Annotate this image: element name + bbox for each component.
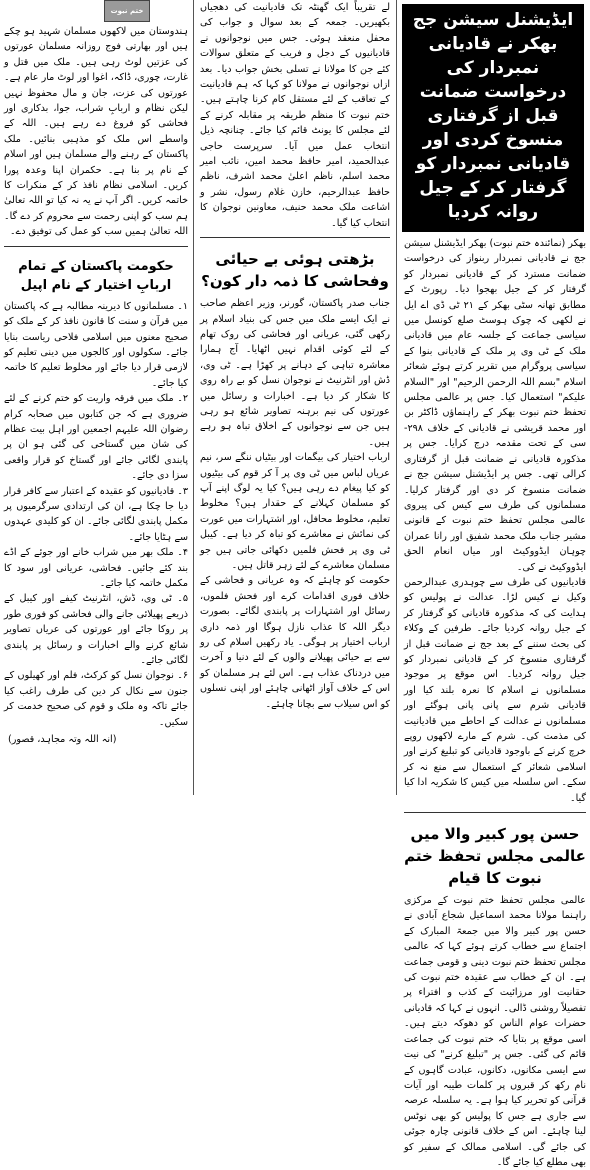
section-headline: حسن پور کبیر والا میں عالمی مجلس تحفظ ختم نبوت کا قیام [404,825,586,888]
article-paragraph: ۳۔ قادیانیوں کو عقیدہ کے اعتبار سے کافر قرار دیا جا چکا ہے، ان کی ارتدادی سرگرمیوں پر مکمل پابندی لگائی جائے۔ ان کو کلیدی عہدوں سے ہٹایا جائے۔ [4,485,188,543]
article-paragraph: جناب صدر پاکستان، گورنر، وزیر اعظم صاحب نے ایک ایسے ملک میں جس کی بنیاد اسلام پر رکھی گئی، عریانی اور فحاشی کی روک تھام کے لئے کوئی اقدام نہیں اٹھایا۔ آج ہمارا معاشرہ تباہی کے دہانے پر کھڑا ہے۔ ٹی وی، ڈش اور انٹرنیٹ نے نوجوان نسل کو بے راہ روی کا شکار کر دیا ہے۔ اخبارات و رسائل میں عورتوں کی نیم برہنہ تصاویر شائع ہو رہی ہیں جن سے نوجوانوں کے اخلاق تباہ ہو رہے ہیں۔ [200,298,390,448]
article-paragraph: حکومت کو چاہئے کہ وہ عریانی و فحاشی کے خلاف فوری اقدامات کرے اور فحش فلموں، رسائل اور اشتہارات پر پابندی لگائے۔ بصورت دیگر اللہ کا عذاب نازل ہوگا اور ذمہ داری ارباب اختیار پر ہوگی۔ یاد رکھیں اسلام کی رو سے بے حیائی پھیلانے والوں کے لئے دنیا و آخرت میں دردناک عذاب ہے۔ اس لئے ہر مسلمان کو اس کے خلاف آواز اٹھانی چاہئے اور اپنی نسلوں کو اس سیلاب سے بچانا چاہئے۔ [200,575,390,710]
masthead-badge [104,0,150,22]
middle-column [196,0,394,795]
article-paragraph: ۲۔ ملک میں فرقہ واریت کو ختم کرنے کے لئے ضروری ہے کہ جن کتابوں میں صحابہ کرام رضوان اللہ علیہم اجمعین اور اہل بیت عظام کی شان میں گستاخی کی گئی ہو ان پر پابندی لگائی جائے اور گستاخ کو قرار واقعی سزا دی جائے۔ [4,393,188,482]
section-headline: بڑھتی ہوئی بے حیائی وفحاشی کا ذمہ دار کون؟ [201,250,389,291]
left-column [0,24,192,795]
article-byline: (انہ اللہ وتہ مجاہد، قصور) [8,734,117,746]
article-paragraph: ۴۔ ملک بھر میں شراب خانے اور جوئے کے اڈے بند کئے جائیں۔ فحاشی، عریانی اور سود کا مکمل خاتمہ کیا جائے۔ [4,547,188,589]
section-headline: حکومت پاکستان کے تمام اربابِ اختیار کے نام اپیل [18,258,174,293]
right-column [400,0,590,1168]
section-divider [4,246,188,247]
article-paragraph: قادیانیوں کی طرف سے چوہدری عبدالرحمن وکیل نے کیس لڑا۔ عدالت نے پولیس کو ہدایت کی کہ مذکورہ قادیانی کو گرفتار کر کے جیل روانہ کردیا جائے۔ طرفین کے وکلاء کی بحث سننے کے بعد جج نے ضمانت قبل از گرفتاری منسوخ کر کے قادیانی نمبردار کو جیل روانہ کردیا۔ اس موقع پر موجود مسلمانوں نے اسلام کا نعرہ بلند کیا اور قادیانی شرم سے پانی پانی ہوگئے اور مسلمانوں نے عدالت کے احاطے میں قادیانیت کی مذمت کی۔ شرم کے مارے لاکھوں روپے خرچ کرنے کے باوجود قادیانی کو تبلیغ کرنے اور اسلامی شعائر کے استعمال سے منع نہ کر سکے۔ اس سلسلہ میں کیس کا شکریہ ادا کیا گیا۔ [404,576,586,804]
column-divider [396,0,397,795]
article-paragraph: ارباب اختیار کی بیگمات اور بیٹیاں ننگے سر، نیم عریاں لباس میں ٹی وی پر آ کر قوم کی بیٹیوں کو کیا پیغام دے رہی ہیں؟ کیا یہ لوگ اپنے آپ کو مسلمان کہلانے کے حقدار ہیں؟ مخلوط تعلیم، مخلوط محافل، اور اشتہارات میں عورت کی نمائش نے معاشرے کو تباہ کر دیا ہے۔ کیبل ٹی وی پر فحش فلمیں دکھائی جاتی ہیں جو مسلمان معاشرے کے لئے زہر قاتل ہیں۔ [200,452,390,571]
column-divider [193,0,194,795]
article-paragraph: ۶۔ نوجوان نسل کو کرکٹ، فلم اور کھیلوں کے جنون سے نکال کر دین کی طرف راغب کیا جائے تاکہ وہ ملک و قوم کی صحیح خدمت کر سکیں۔ [4,670,188,728]
article-paragraph: ۵۔ ٹی وی، ڈش، انٹرنیٹ کیفے اور کیبل کے ذریعے پھیلائی جانے والی فحاشی کو فوری طور پر روکا جائے اور عورتوں کی عریاں تصاویر شائع کرنے والے اخبارات و رسائل پر پابندی لگائی جائے۔ [4,593,188,667]
section-divider [404,812,586,813]
section-divider [200,237,390,238]
article-paragraph: ہندوستان میں لاکھوں مسلمان شہید ہو چکے ہیں اور بھارتی فوج روزانہ مسلمان عورتوں کی عزتیں لوٹ رہی ہیں۔ ملک میں قتل و غارت، چوری، ڈاکہ، اغوا اور لوٹ مار عام ہے۔ عورتوں کی عزت، جان و مال محفوظ نہیں لیکن نظام و اربابِ شراب، جوا، بدکاری اور فحاشی کو فروغ دے رہے ہیں۔ اللہ کے واسطے اس ملک کو مذہبی بنائیں۔ ملک پاکستان کے رہنے والے مسلمان ہیں اور اسلام کے نام پر بنا ہے۔ حکمران اپنا وعدہ پورا کریں۔ اسلامی نظام نافذ کر کے منکرات کا خاتمہ کریں۔ اگر آپ نے یہ نہ کیا تو اللہ تعالیٰ ہم سب کو اپنی رحمت سے محروم کر دے گا۔ اللہ تعالیٰ ہمیں سب کو عمل کی توفیق دے۔ [4,26,188,238]
article-paragraph: ۱۔ مسلمانوں کا دیرینہ مطالبہ ہے کہ پاکستان میں قرآن و سنت کا قانون نافذ کر کے ملک کو صحیح معنوں میں اسلامی فلاحی ریاست بنایا جائے۔ سکولوں اور کالجوں میں دینی تعلیم کو لازمی قرار دیا جائے اور مخلوط تعلیم کا خاتمہ کیا جائے۔ [4,300,188,389]
article-paragraph: لے تقریباً ایک گھنٹہ تک قادیانیت کی دھجیاں بکھیریں۔ جمعہ کے بعد سوال و جواب کی محفل منعقد ہوئی۔ جس میں نوجوانوں نے قادیانیوں کے دجل و فریب کے متعلق سوالات کئے جن کا مولانا نے تسلی بخش جواب دیا۔ بعد ازاں نوجوانوں نے مولانا کو کہا کہ ہم قادیانیت کے تعاقب کے لئے مستقل کام کرنا چاہتے ہیں۔ ختم نبوت کا منظم طریقہ پر مقابلہ کرنے کے لئے مجلس کا یونٹ قائم کیا جائے۔ چنانچہ ذیل انتخاب عمل میں آیا۔ سرپرست حاجی عبدالحمید، امیر حافظ محمد امین، نائب امیر محمد اسلم، ناظم اعلیٰ محمد اشرف، ناظم حافظ عبدالرحیم، خازن غلام رسول، نشر و اشاعت ملک محمد حنیف، معاونین نوجوان کا انتخاب کیا گیا۔ [200,2,390,229]
badge-label: ختم نبوت [110,7,144,15]
article-paragraph: بھکر (نمائندہ ختم نبوت) بھکر ایڈیشنل سیشن جج نے قادیانی نمبردار ربنواز کی درخواست ضمانت مسترد کر کے قادیانی نمبردار کو گرفتار کر کے جیل بھجوا دیا۔ رپورٹ کے مطابق تھانہ سٹی بھکر کے ۲۱ ٹی ڈی اے ایل نے لکھی کہ چوک ہوسٹ صلع کونسل میں سیاسی جماعت کے جلسہ عام میں قادیانی ملک کے ٹی وی پر ملک کے قادیانی بنوا کے سیاسی پروگرام میں تقریر کرتے ہوئے شعائر اسلام "بسم اللہ الرحمن الرحیم" اور "السلام علیکم" استعمال کیا۔ جس پر عالمی مجلس تحفظ ختم نبوت بھکر کے راہنماؤں ڈاکٹر بن اور محمد قریشی نے قادیانی کے خلاف ۲۹۸-سی کے تحت مقدمہ درج کرایا۔ جس پر مذکورہ قادیانی نے ضمانت قبل از گرفتاری کرالی تھی۔ جس پر ایڈیشنل سیشن جج نے ضمانت منسوخ کر دی اور گرفتار کرلیا۔ مسلمانوں کی طرف سے کیس کی پیروی عالمی مجلس تحفظ ختم نبوت کے قانونی مشیر جناب ملک محمد شفیق اور رانا عمران چوہان ایڈووکیٹ اور میاں انعام الحق ایڈووکیٹ نے کی۔ [404,238,586,573]
article-paragraph: عالمی مجلس تحفظ ختم نبوت کے مرکزی راہنما مولانا محمد اسماعیل شجاع آبادی نے حسن پور کبیر والا میں جمعۃ المبارک کے اجتماع سے خطاب کرتے ہوئے کہا کہ عالمی مجلس تحفظ ختم نبوت دینی و قومی جماعت ہے۔ ان کے خطاب سے عقیدہ ختم نبوت کی حقانیت اور مرزائیت کے کذب و افتراء پر تفصیلاً روشنی ڈالی۔ انہوں نے کہا کہ قادیانی حضرات عوام الناس کو دھوکہ دیتے ہیں۔ اسی موقع پر بتایا کہ ختم نبوت کی جماعت قائم کی گئی۔ جس پر "تبلیغ کرنے" کی نیت سے ایسی مکانوں، دکانوں، عبادت گاہوں کے نام رکھ کر قبروں پر کلمات طیبہ اور آیات قرآنی کو تحریر کیا ہوا ہے۔ یہ سلسلہ عرصہ سے جاری ہے جس کا پولیس کو بھی نوٹس لینا چاہئے۔ اس کے خلاف قانونی چارہ جوئی کی جائے گی۔ اسلامی ممالک کے سفیر کو بھی مطلع کیا جائے گا۔ [404,895,586,1168]
lead-headline: ایڈیشنل سیشن جج بھکر نے قادیانی نمبردار کی درخواست ضمانت قبل از گرفتاری منسوخ کردی اور قادیانی نمبردار کو گرفتار کر کے جیل روانہ کردیا [402,4,584,232]
